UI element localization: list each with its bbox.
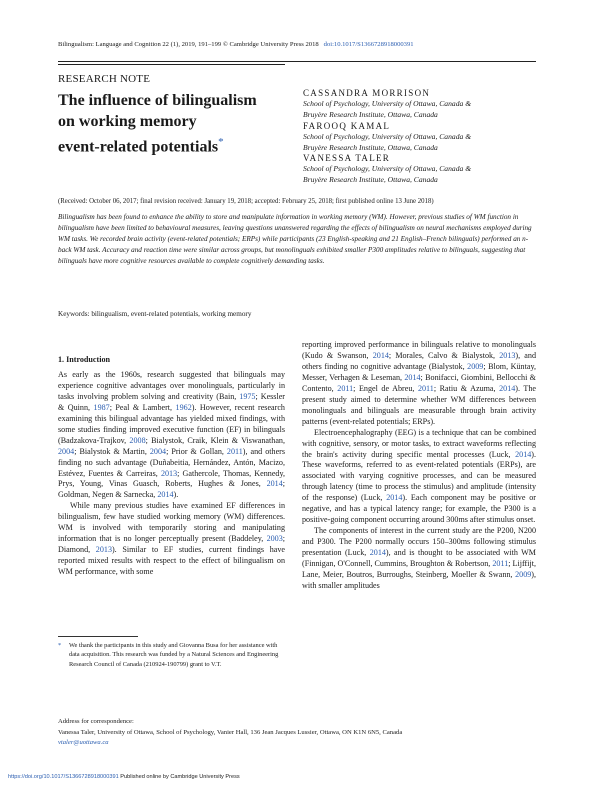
- paragraph-text: ).: [173, 490, 179, 500]
- paragraph-text: ; Kessler & Quinn,: [58, 391, 285, 412]
- paragraph-text: ; Bonifacci, Giombini, Bellocchi & Contento,: [302, 372, 536, 393]
- citation-link[interactable]: 2014: [499, 383, 516, 393]
- paragraph-text: ; Gathercole, Thomas, Kennedy, Prys, Young, Vinas Guasch, Roberts, Hughes & Jones,: [58, 468, 285, 489]
- received-dates: (Received: October 06, 2017; final revision received: January 19, 2018; accepted: February 25, 2018; first published online 13 June 2018): [58, 198, 434, 205]
- citation-link[interactable]: 2011: [417, 383, 434, 393]
- citation-link[interactable]: 2008: [129, 435, 146, 445]
- paragraph-text: ; Peal & Lambert,: [109, 402, 176, 412]
- section-label: RESEARCH NOTE: [58, 73, 151, 85]
- citation-link[interactable]: 2009: [515, 570, 532, 580]
- citation-link[interactable]: 2013: [95, 545, 112, 555]
- author: [303, 121, 538, 154]
- section-rule: [58, 64, 285, 65]
- email-link[interactable]: vtaler@uottawa.ca: [58, 739, 109, 746]
- paragraph-text: ; Goldman, Negen & Sarnecka,: [58, 479, 285, 500]
- citation-link[interactable]: 2014: [372, 350, 389, 360]
- article-title: [58, 90, 293, 157]
- author-block: [303, 88, 538, 186]
- section-heading: 1. Introduction: [58, 355, 111, 364]
- paragraph-text: Electroencephalography (EEG) is a technique that can be combined with cognitive, sensory, or motor tasks, to extract waveforms reflecting the brain's activity during specific mental processes (Luck,: [302, 427, 536, 459]
- author: [303, 88, 538, 121]
- citation-link[interactable]: 2013: [160, 468, 178, 478]
- citation-link[interactable]: 2004: [149, 446, 167, 456]
- citation-link[interactable]: 2004: [58, 446, 75, 456]
- author-name: VANESSA TALER: [303, 153, 391, 164]
- author-affiliation: School of Psychology, University of Ottawa, Canada &: [303, 131, 472, 141]
- citation-link[interactable]: 2014: [369, 548, 386, 558]
- author-name: FAROOQ KAMAL: [303, 120, 391, 131]
- paragraph-text: As early as the 1960s, research suggested that bilinguals may experience cognitive advantages over monolinguals, particularly in tasks involving problem solving and creativity (Bain,: [58, 369, 285, 401]
- citation-link[interactable]: 2014: [515, 449, 532, 459]
- author-affiliation: Bruyère Research Institute, Ottawa, Canada: [303, 175, 438, 185]
- author-affiliation: School of Psychology, University of Ottawa, Canada &: [303, 164, 472, 174]
- paragraph-text: ; Engel de Abreu,: [353, 383, 418, 393]
- paragraph: [302, 526, 536, 592]
- paragraph-text: ; Bialystok, Craik, Klein & Viswanathan,: [145, 435, 285, 445]
- paragraph-text: ; Lijffijt, Lane, Meier, Boutros, Burroughs, Steinberg, Moeller & Swann,: [302, 559, 536, 580]
- author-affiliation: Bruyère Research Institute, Ottawa, Canada: [303, 142, 438, 152]
- footnote-mark: *: [58, 642, 62, 649]
- paragraph-text: ; Prior & Gollan,: [166, 446, 227, 456]
- paragraph-text: The components of interest in the current study are the P200, N200 and P300. The P200 normally occurs 150–300ms following stimulus presentation (Luck,: [302, 526, 536, 558]
- citation-link[interactable]: 1987: [93, 402, 110, 412]
- title-line: event-related potentials: [58, 138, 219, 156]
- journal-citation: Bilingualism: Language and Cognition 22 (1), 2019, 191–199 © Cambridge University Press 2018: [58, 41, 319, 48]
- paragraph-text: ; Morales, Calvo & Bialystok,: [388, 350, 500, 360]
- paragraph-text: ; Diamond,: [58, 534, 285, 555]
- paragraph-text: ), with smaller amplitudes: [302, 570, 536, 590]
- citation-link[interactable]: 2011: [492, 559, 509, 569]
- citation-link[interactable]: 2014: [404, 372, 421, 382]
- author: [303, 153, 538, 186]
- citation-link[interactable]: 2003: [266, 534, 283, 544]
- keywords: Keywords: bilingualism, event-related potentials, working memory: [58, 310, 252, 318]
- title-line: The influence of bilingualism: [58, 92, 257, 109]
- citation-link[interactable]: 2014: [386, 493, 403, 503]
- paragraph: [58, 501, 285, 578]
- citation-link[interactable]: 2011: [226, 446, 243, 456]
- citation-link[interactable]: 2014: [157, 490, 174, 500]
- paragraph-text: ; Blom, Küntay, Messer, Verhagen & Leseman,: [302, 361, 536, 382]
- paragraph-text: ), and others finding no such advantage (Duñabeitia, Hernández, Antón, Macizo, Estévez, Fuentes & Carreiras,: [58, 446, 286, 478]
- author-affiliation: Bruyère Research Institute, Ottawa, Canada: [303, 109, 438, 119]
- left-column: [58, 355, 285, 578]
- doi-url-link[interactable]: https://doi.org/10.1017/S1366728918000391: [8, 774, 119, 780]
- paragraph-text: ). Similar to EF studies, current findings have reported mixed results with respect to the effect of bilingualism on WM performance, with some: [58, 545, 286, 577]
- header-rule: [58, 61, 536, 62]
- author-name: CASSANDRA MORRISON: [303, 88, 431, 98]
- paragraph-text: ). These waveforms, referred to as event-related potentials (ERPs), are associated with varying cognitive processes, and can be measured through latency (time to process the stimulus) and amplitude (intensity of the response) (Luck,: [302, 449, 536, 503]
- citation-link[interactable]: 2009: [467, 361, 484, 371]
- citation-link[interactable]: 1975: [239, 391, 256, 401]
- doi-link[interactable]: doi:10.1017/S1366728918000391: [323, 41, 414, 48]
- footnote: [58, 641, 285, 669]
- footnote-rule: [58, 636, 138, 637]
- paragraph-text: ). However, recent research examining this bilingual advantage has yielded mixed findings, with some studies finding improved executive function (EF) in bilinguals (Badzakova-Trajkov,: [58, 402, 285, 445]
- publisher-note: Published online by Cambridge University Press: [118, 774, 240, 780]
- paragraph-text: reporting improved performance in bilinguals relative to monolinguals (Kudo & Swanson,: [302, 340, 536, 360]
- paragraph-text: ), and others finding no cognitive advantage (Bialystok,: [302, 350, 536, 371]
- paragraph-text: ), and is thought to be associated with WM (Finnigan, O'Connell, Cummins, Broughton & Robertson,: [302, 548, 537, 569]
- citation-link[interactable]: 1962: [175, 402, 192, 412]
- footnote-text: We thank the participants in this study and Giovanna Busa for her assistance with data acquisition. This research was funded by a Natural Sciences and Engineering Research Council of Canada (210924-190799) grant to V.T.: [69, 642, 279, 668]
- correspondence-address: [58, 717, 538, 749]
- running-header: [58, 41, 414, 48]
- title-footnote-mark[interactable]: *: [218, 136, 224, 148]
- address-line: Vanessa Taler, University of Ottawa, School of Psychology, Vanier Hall, 136 Jean Jacques Lussier, Ottawa, ON K1N 6N5, Canada: [58, 728, 403, 736]
- paragraph-text: While many previous studies have examined EF differences in bilingualism, few have studied working memory (WM) differences. WM is involved with temporarily storing and manipulating information that is no longer perceptually present (Baddeley,: [58, 501, 285, 544]
- paragraph: [302, 340, 536, 428]
- author-affiliation: School of Psychology, University of Ottawa, Canada &: [303, 98, 472, 108]
- paragraph: [58, 370, 285, 501]
- paragraph-text: ; Bialystok & Martin,: [74, 446, 150, 456]
- citation-link[interactable]: 2011: [337, 383, 354, 393]
- right-column: [302, 340, 536, 592]
- title-line: on working memory: [58, 113, 197, 130]
- abstract: Bilingualism has been found to enhance the ability to store and manipulate information in working memory (WM). However, previous studies of WM function in bilingualism have been limited to behavioural measures, leaving questions unanswered regarding the effects of bilingualism on neural mechanisms employed during WM tasks. We recorded brain activity (event-related potentials; ERPs) while participants (23 English-speaking and 21 English–French bilinguals) performed an n-back WM task. Accuracy and reaction time were similar across groups, but monolinguals exhibited smaller P300 amplitudes relative to bilinguals, suggesting that bilinguals have more cognitive resources available to complete cognitively demanding tasks.: [58, 213, 532, 266]
- bottom-doi: [8, 774, 240, 780]
- citation-link[interactable]: 2014: [266, 479, 283, 489]
- paragraph: [302, 428, 536, 527]
- paragraph-text: ; Ratiu & Azuma,: [433, 383, 500, 393]
- paragraph-text: ). Each component may be positive or negative, and has a typical latency range; for example, the P300 is a positive-going component occurring around 300ms after stimulus onset.: [302, 493, 536, 525]
- address-label: Address for correspondence:: [58, 718, 134, 725]
- paragraph-text: ). The present study aimed to determine whether WM differences between monolinguals and bilinguals are measurable through brain activity patterns (event-related potentials; ERPs).: [302, 383, 536, 426]
- citation-link[interactable]: 2013: [499, 350, 516, 360]
